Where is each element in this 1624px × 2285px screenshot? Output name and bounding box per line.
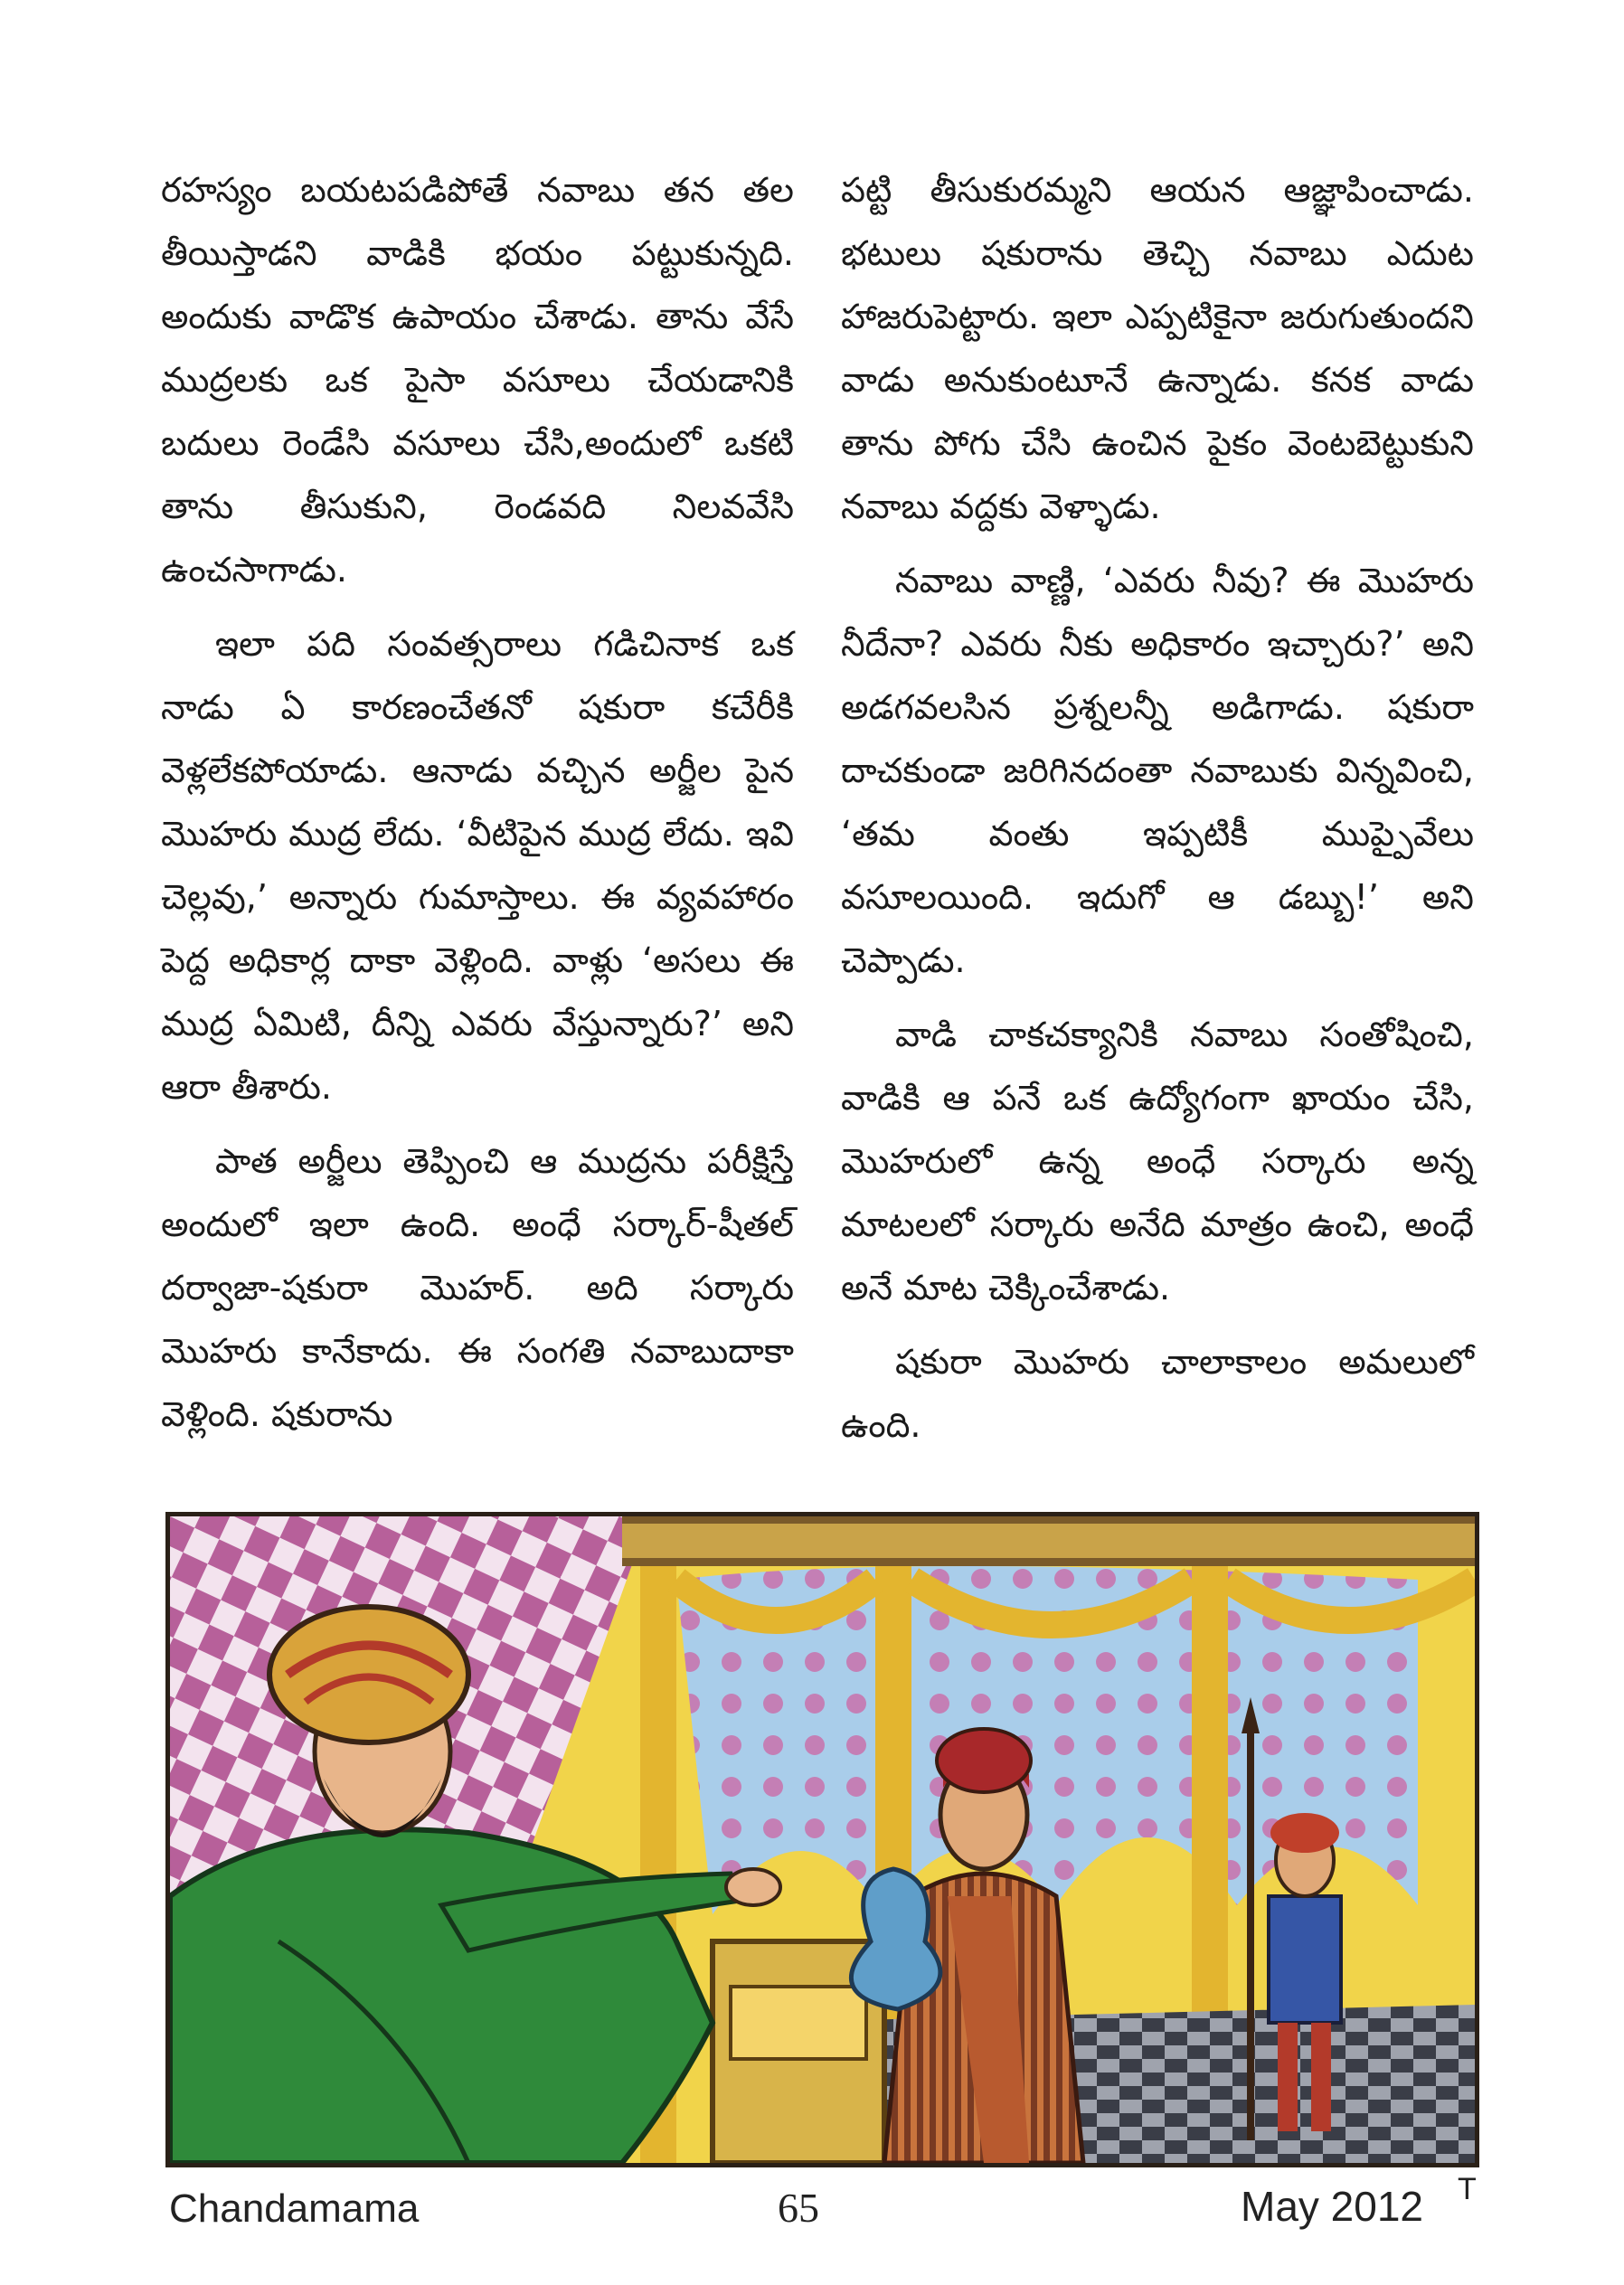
paragraph: పట్టి తీసుకురమ్మని ఆయన ఆజ్ఞాపించాడు. భటులు షకురాను తెచ్చి నవాబు ఎదుట హాజరుపెట్టారు. ఇలా ఎప్పటికైనా జరుగుతుందని వాడు అనుకుంటూనే ఉన్నాడు. కనక వాడు తాను పోగు చేసి ఉంచిన పైకం వెంటబెట్టుకుని నవాబు వద్దకు వెళ్ళాడు. — [841, 170, 1474, 526]
footer-brand: Chandamama — [169, 2186, 420, 2231]
paragraph: రహస్యం బయటపడిపోతే నవాబు తన తల తీయిస్తాడని వాడికి భయం పట్టుకున్నది. అందుకు వాడొక ఉపాయం చేశాడు. తాను వేసే ముద్రలకు ఒక పైసా వసూలు చేయడానికి బదులు రెండేసి వసూలు చేసి,అందులో ఒకటి తాను తీసుకుని, రెండవది నిలవవేసి ఉంచసాగాడు. — [161, 170, 794, 590]
right-column — [841, 158, 1474, 1468]
issue-date: May 2012 — [1241, 2183, 1424, 2230]
paragraph: వాడి చాకచక్యానికి నవాబు సంతోషించి, వాడికి ఆ పనే ఒక ఉద్యోగంగా ఖాయం చేసి, మొహరులో ఉన్న అంధే సర్కారు అన్న మాటలలో సర్కారు అనేది మాత్రం ఉంచి, అంధే అనే మాట చెక్కించేశాడు. — [841, 1015, 1474, 1308]
paragraph: నవాబు వాణ్ణి, ‘ఎవరు నీవు? ఈ మొహరు నీదేనా? ఎవరు నీకు అధికారం ఇచ్చారు?’ అని అడగవలసిన ప్రశ్నలన్నీ అడిగాడు. షకురా దాచకుండా జరిగినదంతా నవాబుకు విన్నవించి, ‘తమ వంతు ఇప్పటికీ ముప్పైవేలు వసూలయింది. ఇదుగో ఆ డబ్బు!’ అని చెప్పాడు. — [841, 561, 1474, 980]
story-illustration — [165, 1512, 1479, 2167]
left-column — [161, 158, 794, 1457]
paragraph: షకురా మొహరు చాలాకాలం అమలులో ఉంది. — [841, 1342, 1474, 1445]
paragraph: ఇలా పది సంవత్సరాలు గడిచినాక ఒక నాడు ఏ కారణంచేతనో షకురా కచేరీకి వెళ్లలేకపోయాడు. ఆనాడు వచ్చిన అర్జీల పైన మొహరు ముద్ర లేదు. ‘వీటిపైన ముద్ర లేదు. ఇవి చెల్లవు,’ అన్నారు గుమాస్తాలు. ఈ వ్యవహారం పెద్ద అధికార్ల దాకా వెళ్లింది. వాళ్లు ‘అసలు ఈ ముద్ర ఏమిటి, దీన్ని ఎవరు వేస్తున్నారు?’ అని ఆరా తీశారు. — [161, 624, 794, 1107]
paragraph: పాత అర్జీలు తెప్పించి ఆ ముద్రను పరీక్షిస్తే అందులో ఇలా ఉంది. అంధే సర్కార్-షీతల్ దర్వాజా-షకురా మొహర్. అది సర్కారు మొహరు కానేకాదు. ఈ సంగతి నవాబుదాకా వెళ్లింది. షకురాను — [161, 1141, 794, 1434]
illustration-nawab-court — [170, 1516, 1475, 2163]
page-number: 65 — [778, 2185, 819, 2231]
footer-mark: T — [1458, 2172, 1477, 2206]
